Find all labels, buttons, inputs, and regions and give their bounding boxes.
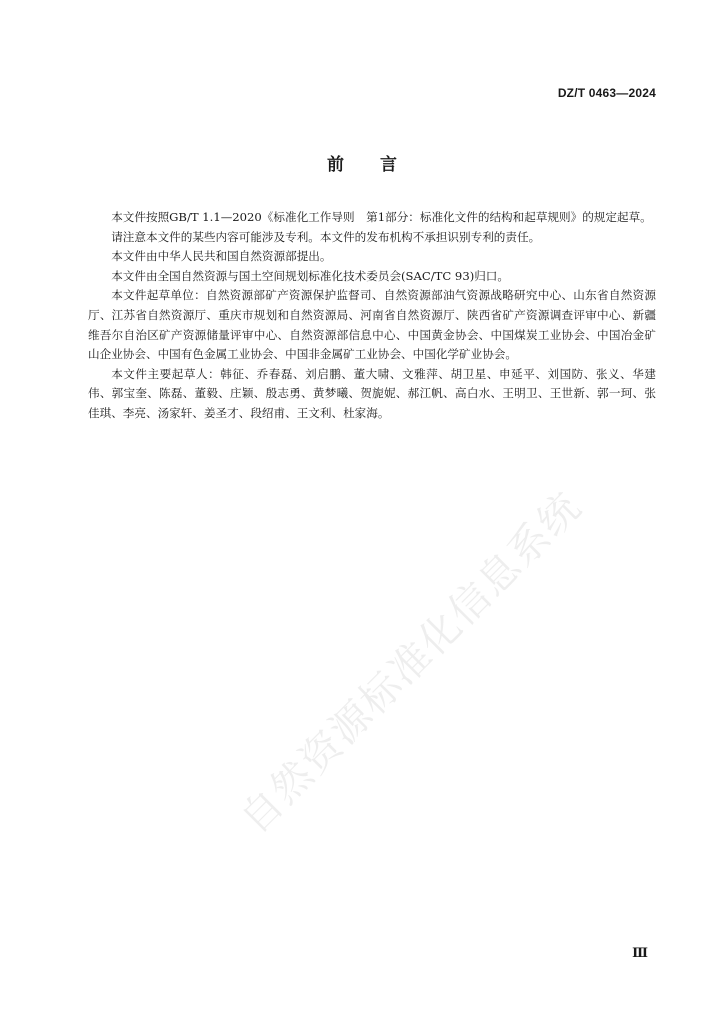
standard-code: DZ/T 0463—2024 bbox=[557, 86, 656, 100]
page-number: Ⅲ bbox=[632, 946, 648, 961]
foreword-body bbox=[88, 208, 656, 424]
paragraph-main-drafters: 本文件主要起草人：韩征、乔春磊、刘启鹏、董大啸、文雅萍、胡卫星、申延平、刘国防、张义、华建伟、郭宝奎、陈磊、董毅、庄颖、殷志勇、黄梦曦、贺旎妮、郝江帆、高白水、王明卫、王世新、郭一珂、张佳琪、李亮、汤家轩、姜圣才、段绍甫、王文利、杜家海。 bbox=[88, 366, 656, 420]
paragraph-proposer: 本文件由中华人民共和国自然资源部提出。 bbox=[111, 249, 332, 264]
watermark: 自然资源标准化信息系统 bbox=[231, 483, 592, 843]
page-title: 前言 bbox=[327, 155, 433, 175]
paragraph-centralized-management: 本文件由全国自然资源与国土空间规划标准化技术委员会(SAC/TC 93)归口。 bbox=[111, 268, 509, 283]
paragraph-drafting-units: 本文件起草单位：自然资源部矿产资源保护监督司、自然资源部油气资源战略研究中心、山东省自然资源厅、江苏省自然资源厅、重庆市规划和自然资源局、河南省自然资源厅、陕西省矿产资源调查评审中心、新疆维吾尔自治区矿产资源储量评审中心、自然资源部信息中心、中国黄金协会、中国煤炭工业协会、中国冶金矿山企业协会、中国有色金属工业协会、中国非金属矿工业协会、中国化学矿业协会。 bbox=[88, 288, 656, 362]
paragraph-drafting-rules: 本文件按照GB/T 1.1—2020《标准化工作导则 第1部分：标准化文件的结构和起草规则》的规定起草。 bbox=[111, 210, 652, 224]
paragraph-patent-notice: 请注意本文件的某些内容可能涉及专利。本文件的发布机构不承担识别专利的责任。 bbox=[111, 229, 541, 244]
